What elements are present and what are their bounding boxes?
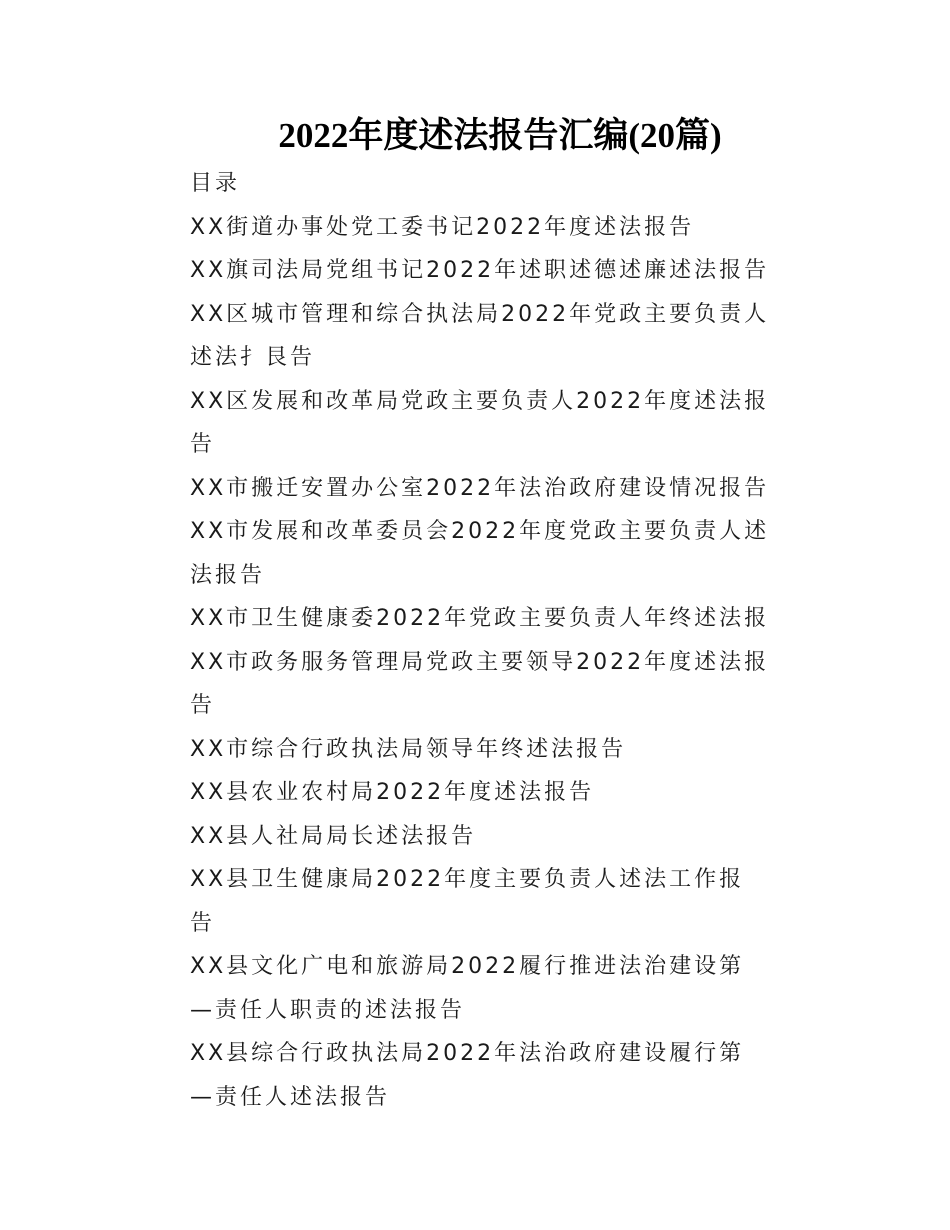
toc-line: XX区发展和改革局党政主要负责人2022年度述法报: [190, 388, 770, 414]
toc-line: XX市发展和改革委员会2022年度党政主要负责人述: [190, 519, 770, 544]
toc-line: —责任人述法报告: [190, 1084, 391, 1110]
toc-line: XX县农业农村局2022年度述法报告: [190, 780, 595, 805]
toc-line: XX市综合行政执法局领导年终述法报告: [190, 736, 627, 762]
toc-line: XX县文化广电和旅游局2022履行推进法治建设第: [190, 954, 745, 979]
toc-line: XX市卫生健康委2022年党政主要负责人年终述法报: [190, 606, 770, 631]
table-of-contents: [190, 162, 770, 1119]
toc-line: 法报告: [190, 562, 266, 588]
toc-line: XX市政务服务管理局党政主要领导2022年度述法报: [190, 649, 770, 675]
toc-line: XX街道办事处党工委书记2022年度述法报告: [190, 214, 695, 240]
toc-line: 告: [190, 432, 216, 457]
toc-line: XX县综合行政执法局2022年法治政府建设履行第: [190, 1041, 745, 1066]
toc-line: XX县人社局局长述法报告: [190, 823, 477, 849]
toc-line: XX县卫生健康局2022年度主要负责人述法工作报: [190, 867, 745, 892]
toc-heading: 目录: [190, 171, 241, 196]
toc-line: XX旗司法局党组书记2022年述职述德述廉述法报告: [190, 258, 770, 283]
document-title: 2022年度述法报告汇编(20篇): [278, 116, 722, 155]
toc-line: —责任人职责的述法报告: [190, 997, 466, 1023]
toc-line: XX区城市管理和综合执法局2022年党政主要负责人: [190, 301, 770, 327]
toc-line: XX市搬迁安置办公室2022年法治政府建设情况报告: [190, 475, 770, 501]
toc-line: 述法扌艮告: [190, 345, 316, 370]
toc-line: 告: [190, 910, 216, 936]
toc-line: 告: [190, 693, 216, 718]
